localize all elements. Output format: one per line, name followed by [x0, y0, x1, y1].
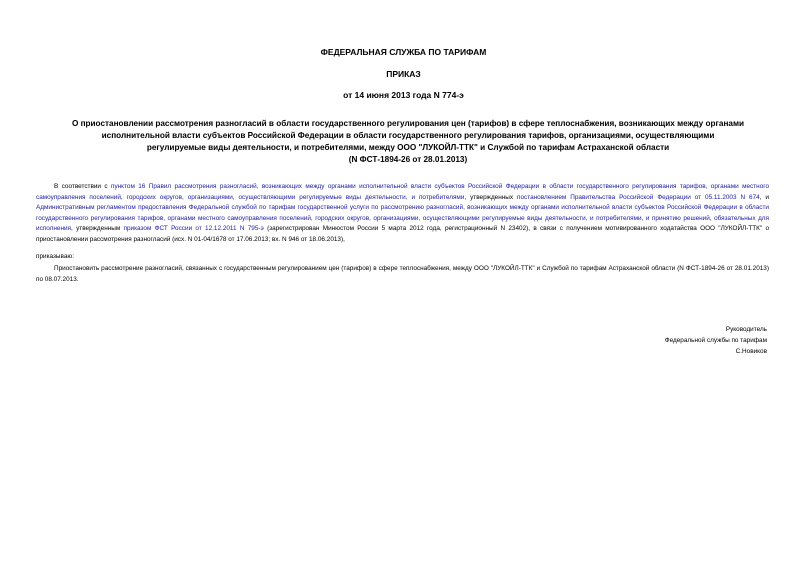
- preamble-text: , утвержденных: [464, 193, 518, 201]
- order-word: приказываю:: [36, 253, 74, 260]
- agency-title: ФЕДЕРАЛЬНАЯ СЛУЖБА ПО ТАРИФАМ: [320, 47, 487, 57]
- rules-link[interactable]: пунктом 16 Правил рассмотрения разногласий, возникающих между органами исполнительной власти субъектов Российской Федерации в области государственного регулирования тарифов, органами местного самоуправления поселений, городских округов, организациями, осуществляющими регулируемые виды деятельности, и потребителями: [36, 183, 769, 201]
- subject-line: исполнительной власти субъектов Российской Федерации в области государственного регулирования тарифов, организациями, осуществляющими: [101, 131, 715, 140]
- preamble-text: , утвержденным: [71, 225, 124, 233]
- preamble-paragraph: [36, 182, 769, 246]
- subject-line: О приостановлении рассмотрения разногласий в области государственного регулирования цен (тарифов) в сфере теплоснабжения, возникающих между органами: [71, 119, 745, 128]
- preamble-text: В соответствии с: [54, 183, 111, 190]
- signature-name: С.Новиков: [735, 348, 767, 355]
- subject-line: (N ФСТ-1894-26 от 28.01.2013): [348, 155, 468, 164]
- order-paragraph: Приостановить рассмотрение разногласий, связанных с государственным регулированием цен (тарифов) в сфере теплоснабжения, между ООО "ЛУКОЙЛ-ТТК" и Службой по тарифам Астраханской области (N ФСТ-1894-26 от 28.01.2013) по 08.07.2013.: [36, 265, 769, 283]
- signature-organization: Федеральной службы по тарифам: [664, 337, 767, 344]
- fst-order-link[interactable]: приказом ФСТ России от 12.12.2011 N 795-э: [123, 225, 264, 233]
- preamble-text: (зарегистрирован Минюстом России 5 марта 2012 года, регистрационный N 23402), в связи с получением мотивированного ходатайства ООО "ЛУКОЙЛ-ТТК" о приостановлении рассмотрения разногласий (исх. N 01-04/1678 от 17.06.2013; вх. N 946 от 18.06.2013),: [36, 225, 769, 243]
- preamble-text: , и: [759, 193, 769, 201]
- document-subject: [22, 118, 794, 166]
- signature-position: Руководитель: [725, 326, 767, 333]
- admin-regulation-link[interactable]: Административным регламентом предоставления Федеральной службой по тарифам государственной услуги по рассмотрению разногласий, возникающих между органами исполнительной власти субъектов Российской Федерации в области государственного регулирования тарифов, органами местного самоуправления поселений, городских округов, организациями, осуществляющими регулируемые виды деятельности, и потребителями, и принятию решений, обязательных для исполнения: [36, 204, 769, 233]
- document-type: ПРИКАЗ: [386, 69, 421, 79]
- document-date-number: от 14 июня 2013 года N 774-э: [343, 90, 464, 100]
- government-decree-link[interactable]: постановлением Правительства Российской Федерации от 05.11.2003 N 674: [517, 193, 760, 201]
- subject-line: регулируемые виды деятельности, и потребителями, между ООО "ЛУКОЙЛ-ТТК" и Службой по тарифам Астраханской области: [146, 143, 670, 152]
